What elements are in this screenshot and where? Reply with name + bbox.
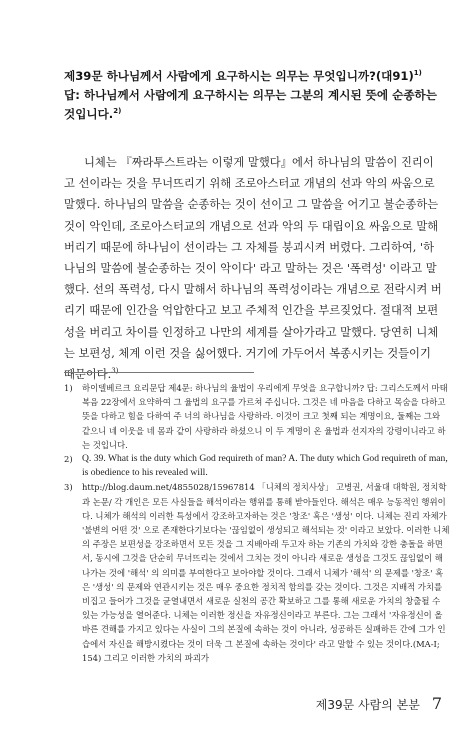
footnote-text: http://blog.daum.net/4855028/15967814 「니체의 정치사상」 고병권, 서울대 대학원, 정치학과 논문/ 각 개인은 모든 사실들을 해석이라는 행위를 통해 받아들인다. 해석은 매우 능동적인 행위이다. 니체가 해석의 이러한 특성에서 강조하고자하는 것은 '창조' 혹은 '생성' 이다. 니체는 진리 자체가 '불변의 어떤 것' 으로 존재한다기보다는 '끊임없이 생성되고 해석되는 것' 이라고 보았다. 이러한 니체의 주장은 보편성을 강조하면서 모든 것을 그 지배아래 두고자 하는 기존의 가치와 강한 충돌을 하면서, 동시에 그것을 단순히 무너뜨리는 것에서 그치는 것이 아니라 새로운 생성을 그것도 끊임없이 해나가는 것에 '해석' 의 의미를 부여한다고 보아야할 것이다. 그래서 니체가 '해석' 의 문제를 '창조' 혹은 '생성' 의 문제와 연관시키는 것은 매우 중요한 정치적 함의를 갖는 것이다. 그것은 지배적 가치를 비집고 들어가 그것을 균열내면서 새로운 실천의 공간 확보하고 그를 통해 새로운 가치의 창출될 수 있는 가능성을 열어준다. 니체는 이러한 정신을 자유정신이라고 부른다. 그는 그래서 '자유정신이 올바른 견해를 가지고 있다는 사실이 그의 본질에 속하는 것이 아니라, 성공하든 실패하든 간에 그가 인습에서 자신을 해방시켰다는 것이 더욱 그 본질에 속하는 것이다' 라고 말할 수 있는 것이다.(MA-I; 154) 그리고 이러한 가치의 파괴가 <box>82 482 450 663</box>
answer-line <box>64 86 444 124</box>
page-footer <box>316 694 442 713</box>
footnote-divider <box>64 372 254 373</box>
footnote-number: 2) <box>64 454 73 465</box>
footnote-text: Q. 39. What is the duty which God requireth of man? A. The duty which God requireth of man, is obedience to his revealed will. <box>82 453 448 479</box>
running-footer-title: 제39문 사람의 본분 <box>315 698 420 712</box>
answer-text: 답: 하나님께서 사람에게 요구하시는 의무는 그분의 계시된 뜻에 순종하는 것입니다. <box>64 88 437 121</box>
footnotes <box>64 381 450 665</box>
footnote-text: 하이델베르크 요리문답 제4문: 하나님의 율법이 우리에게 무엇을 요구합니까? 답: 그리스도께서 마태복음 22장에서 요약하여 그 율법의 요구를 가르쳐 주십니다. 그것은 네 마음을 다하고 목숨을 다하고 뜻을 다하고 힘을 다하여 주 너의 하나님을 사랑하라. 이것이 크고 첫째 되는 계명이요, 둘째는 그와 같으니 네 이웃을 네 몸과 같이 사랑하라 하셨으니 이 두 계명이 온 율법과 선지자의 강령이니라고 하는 것입니다. <box>82 383 448 450</box>
body-paragraph <box>64 152 444 385</box>
footnote-number: 3) <box>64 482 73 493</box>
footnote-ref-2: 2) <box>113 107 122 115</box>
footnote-1 <box>64 381 450 452</box>
question-line <box>64 67 444 86</box>
question-text: 제39문 하나님께서 사람에게 요구하시는 의무는 무엇입니까?(대91) <box>64 69 414 83</box>
footnote-number: 1) <box>64 383 73 393</box>
question-answer-block <box>64 67 444 124</box>
body-text <box>64 152 444 385</box>
body-paragraph-text: 니체는 『짜라투스트라는 이렇게 말했다』에서 하나님의 말씀이 진리이고 선이라는 것을 무너뜨리기 위해 조로아스터교 개념의 선과 악의 싸움으로 말했다. 하나님의 말씀을 순종하는 것이 선이고 그 말씀을 어기고 불순종하는 것이 악인데, 조로아스터교의 개념으로 선과 악의 두 대립이요 싸움으로 말해 버리기 때문에 하나님이 선이라는 그 자체를 붕괴시켜 버렸다. 그리하여, '하나님의 말씀에 불순종하는 것이 악이다' 라고 말하는 것은 '폭력성' 이라고 말했다. 선의 폭력성, 다시 말해서 하나님의 폭력성이라는 개념으로 전락시켜 버리기 때문에 인간을 억압한다고 보고 주체적 인간을 부르짖었다. 절대적 보편성을 버리고 차이를 인정하고 나만의 세계를 살아가라고 말했다. 당연히 니체는 보편성, 체계 이런 것을 싫어했다. 거기에 가두어서 복종시키는 것들이기 때문이다. <box>64 156 442 382</box>
page-number: 7 <box>431 694 442 713</box>
footnote-ref-3: 3) <box>111 367 119 376</box>
footnote-2 <box>64 452 450 480</box>
footnote-ref-1: 1) <box>413 69 422 77</box>
footnote-3 <box>64 480 450 665</box>
